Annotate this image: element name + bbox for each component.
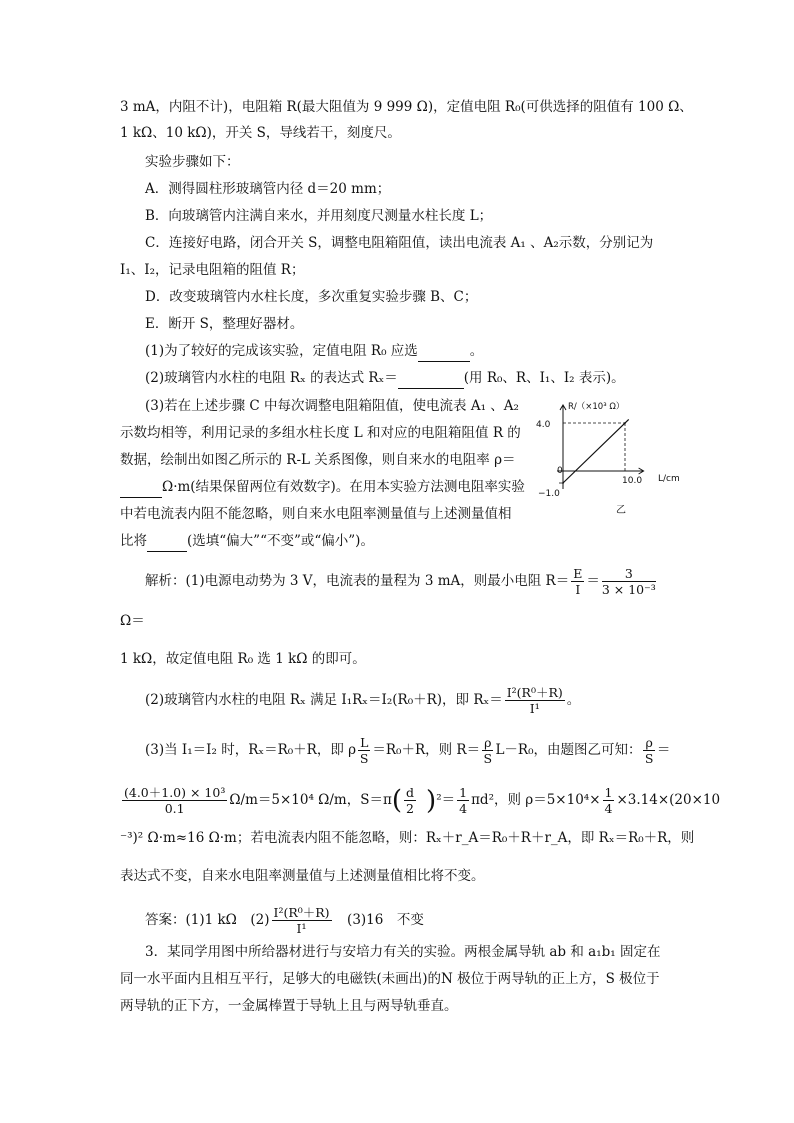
question-2-end: (用 R₀、R、I₁、I₂ 表示)。 xyxy=(463,370,625,386)
answer-blank-1[interactable] xyxy=(418,341,470,362)
analysis-2-text: (2)玻璃管内水柱的电阻 Rₓ 满足 I₁Rₓ＝I₂(R₀＋R)，即 Rₓ＝ xyxy=(145,692,503,708)
graph-caption: 乙 xyxy=(616,505,626,516)
analysis-1-ohm: Ω＝ xyxy=(120,613,145,629)
analysis-6: 表达式不变，自来水电阻率测量值与上述测量值相比将不变。 xyxy=(120,868,485,884)
question-3-line-4-text: Ω·m(结果保留两位有效数字)。在用本实验方法测电阻率实验 xyxy=(162,479,525,495)
analysis-1-conclusion: 1 kΩ，故定值电阻 R₀ 选 1 kΩ 的即可。 xyxy=(120,651,366,667)
step-b: B．向玻璃管内注满自来水，并用刻度尺测量水柱长度 L； xyxy=(145,208,493,224)
analysis-4-text-d: ×3.14×(20×10 xyxy=(616,792,721,808)
question-3-line-1: (3)若在上述步骤 C 中每次调整电阻箱阻值，使电流表 A₁ 、A₂ xyxy=(145,398,519,414)
analysis-3-text-b: ＝R₀＋R，则 R＝ xyxy=(372,742,481,758)
fraction-rho-over-s: $\frac{\rho}{S}$ xyxy=(483,735,493,766)
answer-blank-2[interactable] xyxy=(398,368,464,389)
question-1 xyxy=(145,341,483,362)
answer-rest: (3)16 不变 xyxy=(333,912,424,928)
question-3-line-2: 示数均相等，利用记录的多组水柱长度 L 和对应的电阻箱阻值 R 的 xyxy=(120,425,521,441)
fraction-one-quarter: $\frac{1}{4}$ xyxy=(459,785,468,816)
question-3-line-4 xyxy=(120,477,525,498)
fraction-e-over-i: $\frac{E}{I}$ xyxy=(573,566,583,597)
question-2-text: (2)玻璃管内水柱的电阻 Rₓ 的表达式 Rₓ＝ xyxy=(145,370,398,386)
graph-y-tick-zero: 0 xyxy=(557,466,563,476)
answer-label: 答案：(1)1 kΩ (2) xyxy=(145,912,270,928)
analysis-3-text-c: L－R₀，由题图乙可知： xyxy=(495,742,642,758)
fraction-slope: $\frac{\text{(4.0＋1.0) × 10³}}{0.1}$ xyxy=(124,785,226,816)
fraction-l-over-s: $\frac{L}{S}$ xyxy=(359,735,369,766)
next-problem-line-2: 同一水平面内且相互平行，足够大的电磁铁(未画出)的N 极位于两导轨的正上方，S 极位于 xyxy=(120,971,660,987)
analysis-3-text-d: ＝ xyxy=(656,742,671,758)
fraction-rx: $\frac{\text{I²(R⁰＋R)}}{\text{I¹}}$ xyxy=(506,685,563,716)
steps-heading: 实验步骤如下： xyxy=(145,154,240,170)
graph-y-tick-neg: −1.0 xyxy=(538,489,560,499)
step-d: D．改变玻璃管内水柱长度，多次重复实验步骤 B、C； xyxy=(145,289,478,305)
analysis-4-text-c: πd²，则 ρ＝5×10⁴× xyxy=(471,792,601,808)
analysis-4: $\frac{\text{(4.0＋1.0) × 10³}}{0.1}$ Ω/m＝5×10⁴ Ω/m，S＝π( $\frac{d}{2}$ )²＝ $\frac{1}{4}$ πd²，则 ρ＝5×10⁴× $\frac{1}{4}$ ×3.14×(20×10 xyxy=(124,785,721,816)
graph-x-label: L/cm xyxy=(658,474,680,484)
step-a: A．测得圆柱形玻璃管内径 d＝20 mm； xyxy=(145,181,391,197)
question-1-end: 。 xyxy=(469,343,484,359)
period: 。 xyxy=(566,692,581,708)
answer-line xyxy=(145,905,424,936)
analysis-3-text-a: (3)当 I₁＝I₂ 时，Rₓ＝R₀＋R，即 ρ xyxy=(145,742,357,758)
question-3-line-5: 中若电流表内阻不能忽略，则自来水电阻率测量值与上述测量值相 xyxy=(120,506,512,522)
fraction-rho-over-s-2: $\frac{\rho}{S}$ xyxy=(644,735,654,766)
intro-line-1: 3 mA，内阻不计)，电阻箱 R(最大阻值为 9 999 Ω)，定值电阻 R₀(可供选择的阻值有 100 Ω、 xyxy=(120,99,693,115)
analysis-4-text-a: Ω/m＝5×10⁴ Ω/m，S＝π xyxy=(229,792,392,808)
answer-blank-4[interactable] xyxy=(147,531,187,552)
data-point xyxy=(562,482,564,484)
graph-y-tick-top: 4.0 xyxy=(536,420,551,430)
data-line xyxy=(563,419,629,483)
graph-x-tick: 10.0 xyxy=(622,476,643,486)
r-l-graph xyxy=(530,395,690,520)
data-point xyxy=(624,422,626,424)
analysis-4-text-b: ²＝ xyxy=(436,792,456,808)
step-c-line-1: C．连接好电路，闭合开关 S，调整电阻箱阻值，读出电流表 A₁ 、A₂示数，分别记为 xyxy=(145,235,654,251)
fraction-d-over-2: $\frac{d}{2}$ xyxy=(406,785,415,816)
analysis-5: ⁻³)² Ω·m≈16 Ω·m；若电流表内阻不能忽略，则：Rₓ＋r_A＝R₀＋R＋r_A，即 Rₓ＝R₀＋R，则 xyxy=(120,830,695,846)
answer-blank-3[interactable] xyxy=(120,477,162,498)
answer-fraction: $\frac{\text{I²(R⁰＋R)}}{\text{I¹}}$ xyxy=(273,905,330,936)
analysis-2 xyxy=(145,685,580,716)
step-c-line-2: I₁、I₂，记录电阻箱的阻值 R； xyxy=(120,262,305,278)
question-3-line-3: 数据，绘制出如图乙所示的 R-L 关系图像，则自来水的电阻率 ρ＝ xyxy=(120,452,516,468)
question-3-line-6 xyxy=(120,531,374,552)
next-problem-line-3: 两导轨的正下方，一金属棒置于导轨上且与两导轨垂直。 xyxy=(120,998,458,1014)
question-3-line-6b: (选填“偏大”“不变”或“偏小”)。 xyxy=(187,533,374,549)
next-problem-line-1: 3．某同学用图中所给器材进行与安培力有关的实验。两根金属导轨 ab 和 a₁b₁ 固定在 xyxy=(145,944,661,960)
graph-y-label: R/（×10³ Ω） xyxy=(568,402,625,412)
fraction-one-quarter-2: $\frac{1}{4}$ xyxy=(604,785,613,816)
question-1-text: (1)为了较好的完成该实验，定值电阻 R₀ 应选 xyxy=(145,343,418,359)
analysis-1-text: 解析：(1)电源电动势为 3 V，电流表的量程为 3 mA，则最小电阻 R＝ xyxy=(145,573,570,589)
analysis-1 xyxy=(145,566,658,597)
analysis-3 xyxy=(145,735,670,766)
fraction-3-over-3e-3: $\frac{3}{\text{3 × 10⁻³}}$ xyxy=(601,566,656,597)
step-e: E．断开 S，整理好器材。 xyxy=(145,316,304,332)
question-3-line-6a: 比将 xyxy=(120,533,147,549)
intro-line-2: 1 kΩ、10 kΩ)，开关 S，导线若干，刻度尺。 xyxy=(120,125,401,141)
equals: ＝ xyxy=(586,573,600,589)
question-2 xyxy=(145,368,625,389)
